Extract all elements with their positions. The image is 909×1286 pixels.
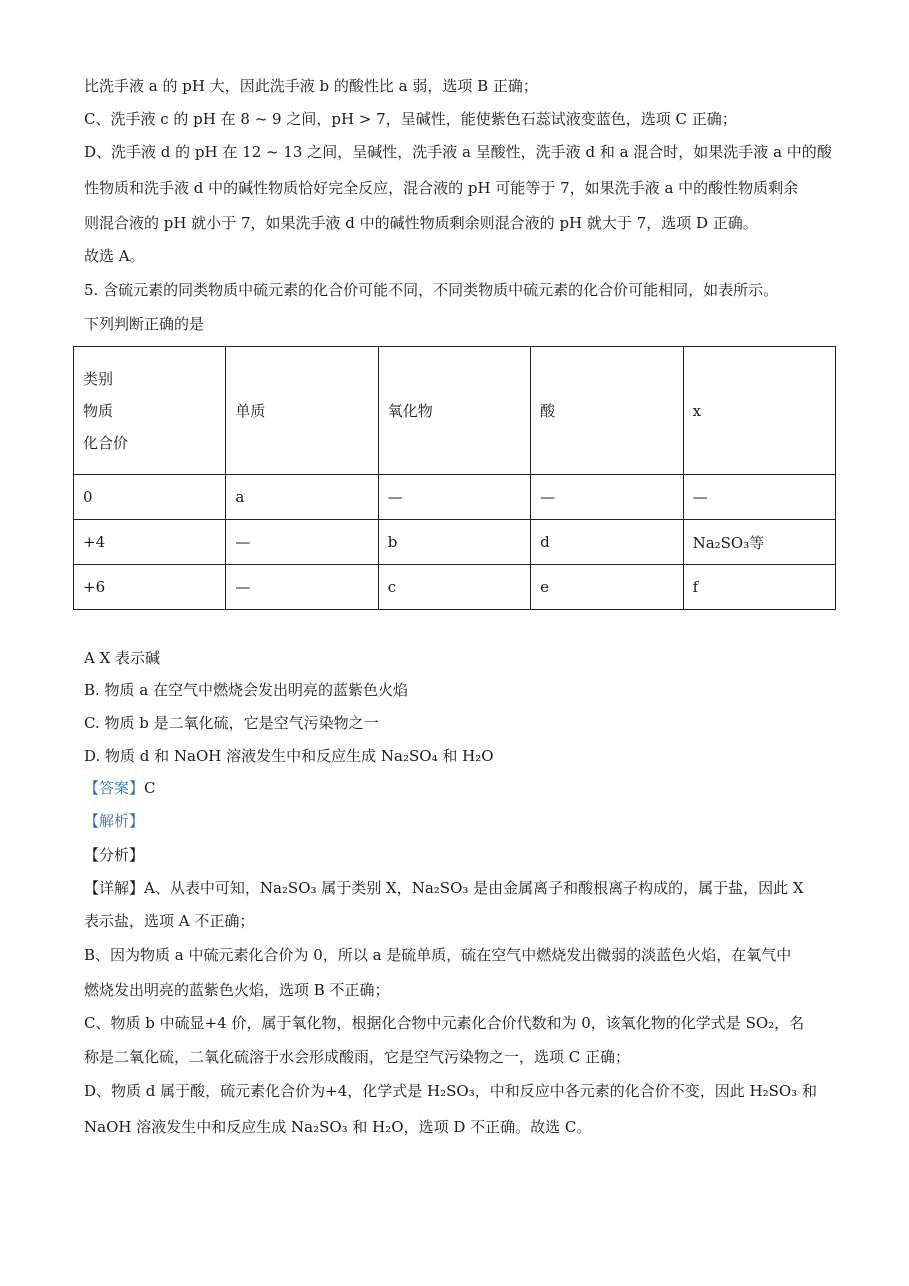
table-cell: b xyxy=(378,520,530,565)
detail-line: B、因为物质 a 中硫元素化合价为 0，所以 a 是硫单质，硫在空气中燃烧发出微弱的淡蓝色火焰，在氧气中 xyxy=(84,946,792,964)
table-cell: — xyxy=(683,475,835,520)
answer-tag: 【答案】 xyxy=(84,779,145,797)
table-cell: — xyxy=(226,565,378,610)
table-cell: — xyxy=(226,520,378,565)
table-cell: Na₂SO₃等 xyxy=(683,520,835,565)
table-row xyxy=(74,475,836,520)
option-d: D. 物质 d 和 NaOH 溶液发生中和反应生成 Na₂SO₄ 和 H₂O xyxy=(84,747,494,765)
text-line: 则混合液的 pH 就小于 7，如果洗手液 d 中的碱性物质剩余则混合液的 pH 就大于 7，选项 D 正确。 xyxy=(84,214,758,232)
table-header-cell: 酸 xyxy=(531,347,683,475)
header-substance: 物质 xyxy=(83,401,114,420)
table-cell: +6 xyxy=(74,565,226,610)
text-line: 故选 A。 xyxy=(84,247,145,265)
table-row xyxy=(74,520,836,565)
question-prompt: 下列判断正确的是 xyxy=(84,315,205,333)
detail-line: 【详解】A、从表中可知，Na₂SO₃ 属于类别 X，Na₂SO₃ 是由金属离子和酸根离子构成的，属于盐，因此 X xyxy=(84,879,804,897)
table-cell: d xyxy=(531,520,683,565)
table-header-cell: 氧化物 xyxy=(378,347,530,475)
answer-line xyxy=(84,778,156,798)
table-cell: e xyxy=(531,565,683,610)
fenxi-tag: 【分析】 xyxy=(84,846,145,864)
table-cell: — xyxy=(531,475,683,520)
detail-line: 表示盐，选项 A 不正确； xyxy=(84,912,255,930)
header-stack-cell xyxy=(74,347,226,475)
answer-value: C xyxy=(144,779,156,797)
detail-line: D、物质 d 属于酸，硫元素化合价为+4，化学式是 H₂SO₃，中和反应中各元素的化合价不变，因此 H₂SO₃ 和 xyxy=(84,1082,817,1100)
text-line: D、洗手液 d 的 pH 在 12 ~ 13 之间，呈碱性，洗手液 a 呈酸性，洗手液 d 和 a 混合时，如果洗手液 a 中的酸 xyxy=(84,143,832,161)
option-a: A X 表示碱 xyxy=(84,649,161,667)
header-category: 类别 xyxy=(83,369,114,388)
header-valence: 化合价 xyxy=(83,433,129,452)
table-cell: +4 xyxy=(74,520,226,565)
sulfur-valence-table xyxy=(73,346,836,610)
table-cell: c xyxy=(378,565,530,610)
text-line: 性物质和洗手液 d 中的碱性物质恰好完全反应，混合液的 pH 可能等于 7，如果洗手液 a 中的酸性物质剩余 xyxy=(84,179,799,197)
table-row xyxy=(74,565,836,610)
analysis-tag: 【解析】 xyxy=(84,812,145,830)
table-header-cell: x xyxy=(683,347,835,475)
table-header-cell: 单质 xyxy=(226,347,378,475)
detail-line: 称是二氧化硫，二氧化硫溶于水会形成酸雨，它是空气污染物之一，选项 C 正确； xyxy=(84,1048,631,1066)
table-header-row xyxy=(74,347,836,475)
text-line: 比洗手液 a 的 pH 大，因此洗手液 b 的酸性比 a 弱，选项 B 正确； xyxy=(84,77,538,95)
option-c: C. 物质 b 是二氧化硫，它是空气污染物之一 xyxy=(84,714,379,732)
detail-line: 燃烧发出明亮的蓝紫色火焰，选项 B 不正确； xyxy=(84,981,390,999)
table-cell: f xyxy=(683,565,835,610)
text-line: C、洗手液 c 的 pH 在 8 ~ 9 之间，pH > 7，呈碱性，能使紫色石蕊试液变蓝色，选项 C 正确； xyxy=(84,110,737,128)
option-b: B. 物质 a 在空气中燃烧会发出明亮的蓝紫色火焰 xyxy=(84,681,409,699)
detail-line: C、物质 b 中硫显+4 价，属于氧化物，根据化合物中元素化合价代数和为 0，该氧化物的化学式是 SO₂，名 xyxy=(84,1014,805,1032)
table-cell: a xyxy=(226,475,378,520)
table-cell: — xyxy=(378,475,530,520)
detail-line: NaOH 溶液发生中和反应生成 Na₂SO₃ 和 H₂O，选项 D 不正确。故选 C。 xyxy=(84,1118,592,1136)
table-cell: 0 xyxy=(74,475,226,520)
question-title: 5. 含硫元素的同类物质中硫元素的化合价可能不同，不同类物质中硫元素的化合价可能相同，如表所示。 xyxy=(84,281,779,299)
